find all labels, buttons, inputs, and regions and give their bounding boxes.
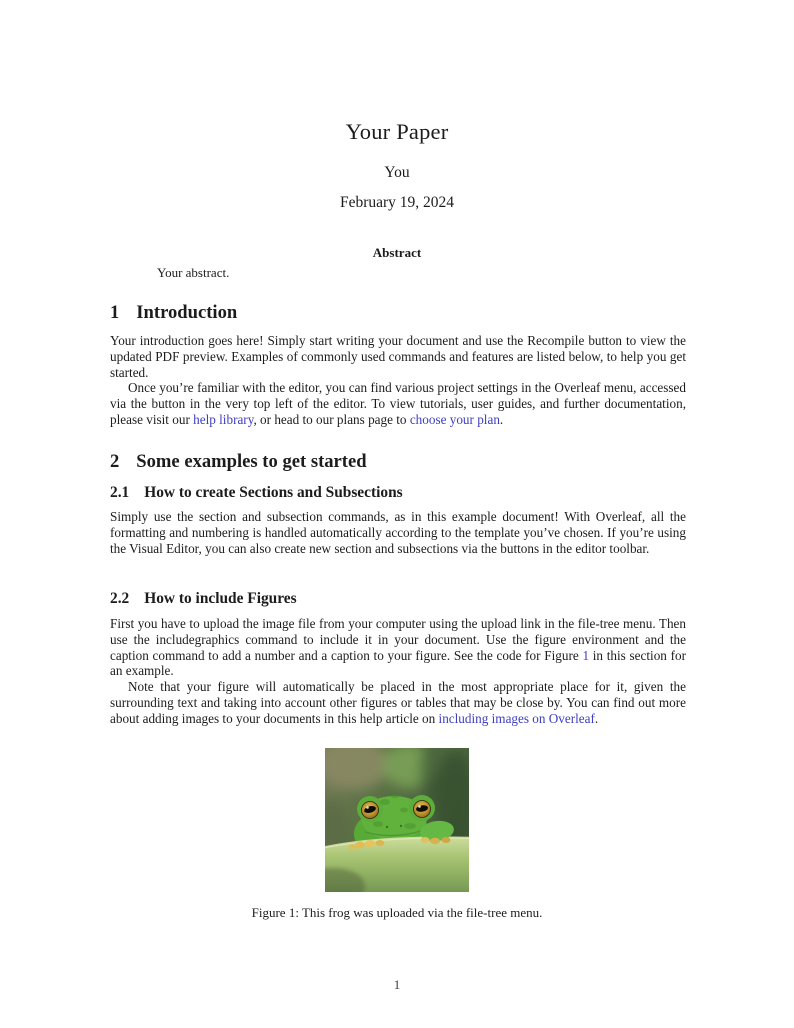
text-run: , or head to our plans page to (253, 411, 410, 427)
text-run: . (594, 710, 599, 726)
text-link[interactable]: help library (193, 411, 254, 427)
section-2-2-paragraph-1 (110, 616, 686, 679)
section-1-heading (110, 302, 686, 324)
paper-author: You (384, 164, 410, 181)
intro-paragraph-2 (110, 380, 686, 427)
figure-1-caption: Figure 1: This frog was uploaded via the file-tree menu. (251, 905, 543, 920)
abstract-heading: Abstract (372, 245, 422, 260)
section-2-1-heading (110, 484, 686, 502)
section-2-number: 2 (110, 451, 120, 472)
paper-date: February 19, 2024 (339, 194, 455, 211)
figure-1 (325, 748, 469, 892)
introduction-text (110, 333, 686, 428)
section-1-title: Introduction (136, 302, 238, 323)
page-number: 1 (393, 977, 401, 992)
section-2-1-text (110, 509, 686, 556)
section-2-1-number: 2.1 (110, 484, 130, 501)
text-run: Note that your figure will automatically be placed in the most appropriate place for it, given the surrounding text and taking into account other figures or tables that may be close by. You can find out more about adding images to your documents in this help article on (110, 679, 686, 726)
text-link[interactable]: 1 (582, 647, 590, 663)
section-2-2-heading (110, 590, 686, 608)
section-2-heading (110, 451, 686, 473)
text-run: Once you’re familiar with the editor, you can find various project settings in the Overleaf menu, accessed via the button in the very top left of the editor. To view tutorials, user guides, and further documentation, please visit our (110, 380, 686, 427)
section-2-2-title: How to include Figures (144, 590, 297, 607)
section-2-2-text (110, 616, 686, 727)
section-1-number: 1 (110, 302, 120, 323)
text-run: . (499, 411, 504, 427)
section-2-1-title: How to create Sections and Subsections (144, 484, 403, 501)
text-run: in this section for an example. (110, 647, 686, 679)
text-run: First you have to upload the image file from your computer using the upload link in the file-tree menu. Then use the includegraphics command to include it in your document. Use the figure environment and the caption command to add a number and a caption to your figure. See the code for Figure (110, 616, 686, 663)
section-2-1-paragraph-1: Simply use the section and subsection commands, as in this example document! With Overleaf, all the formatting and numbering is handled automatically according to the template you’ve chosen. If you’re using the Visual Editor, you can also create new section and subsections via the buttons in the editor toolbar. (110, 509, 686, 556)
text-link[interactable]: choose your plan (409, 411, 500, 427)
paper-title: Your Paper (345, 119, 449, 144)
section-2-title: Some examples to get started (136, 451, 367, 472)
intro-paragraph-1: Your introduction goes here! Simply start writing your document and use the Recompile button to view the updated PDF preview. Examples of commonly used commands and features are listed below, to help you get started. (110, 333, 686, 380)
section-2-2-paragraph-2 (110, 679, 686, 726)
text-link[interactable]: including images on Overleaf (438, 710, 595, 726)
section-2-2-number: 2.2 (110, 590, 130, 607)
abstract-text: Your abstract. (157, 265, 230, 280)
frog-photo (325, 748, 469, 892)
